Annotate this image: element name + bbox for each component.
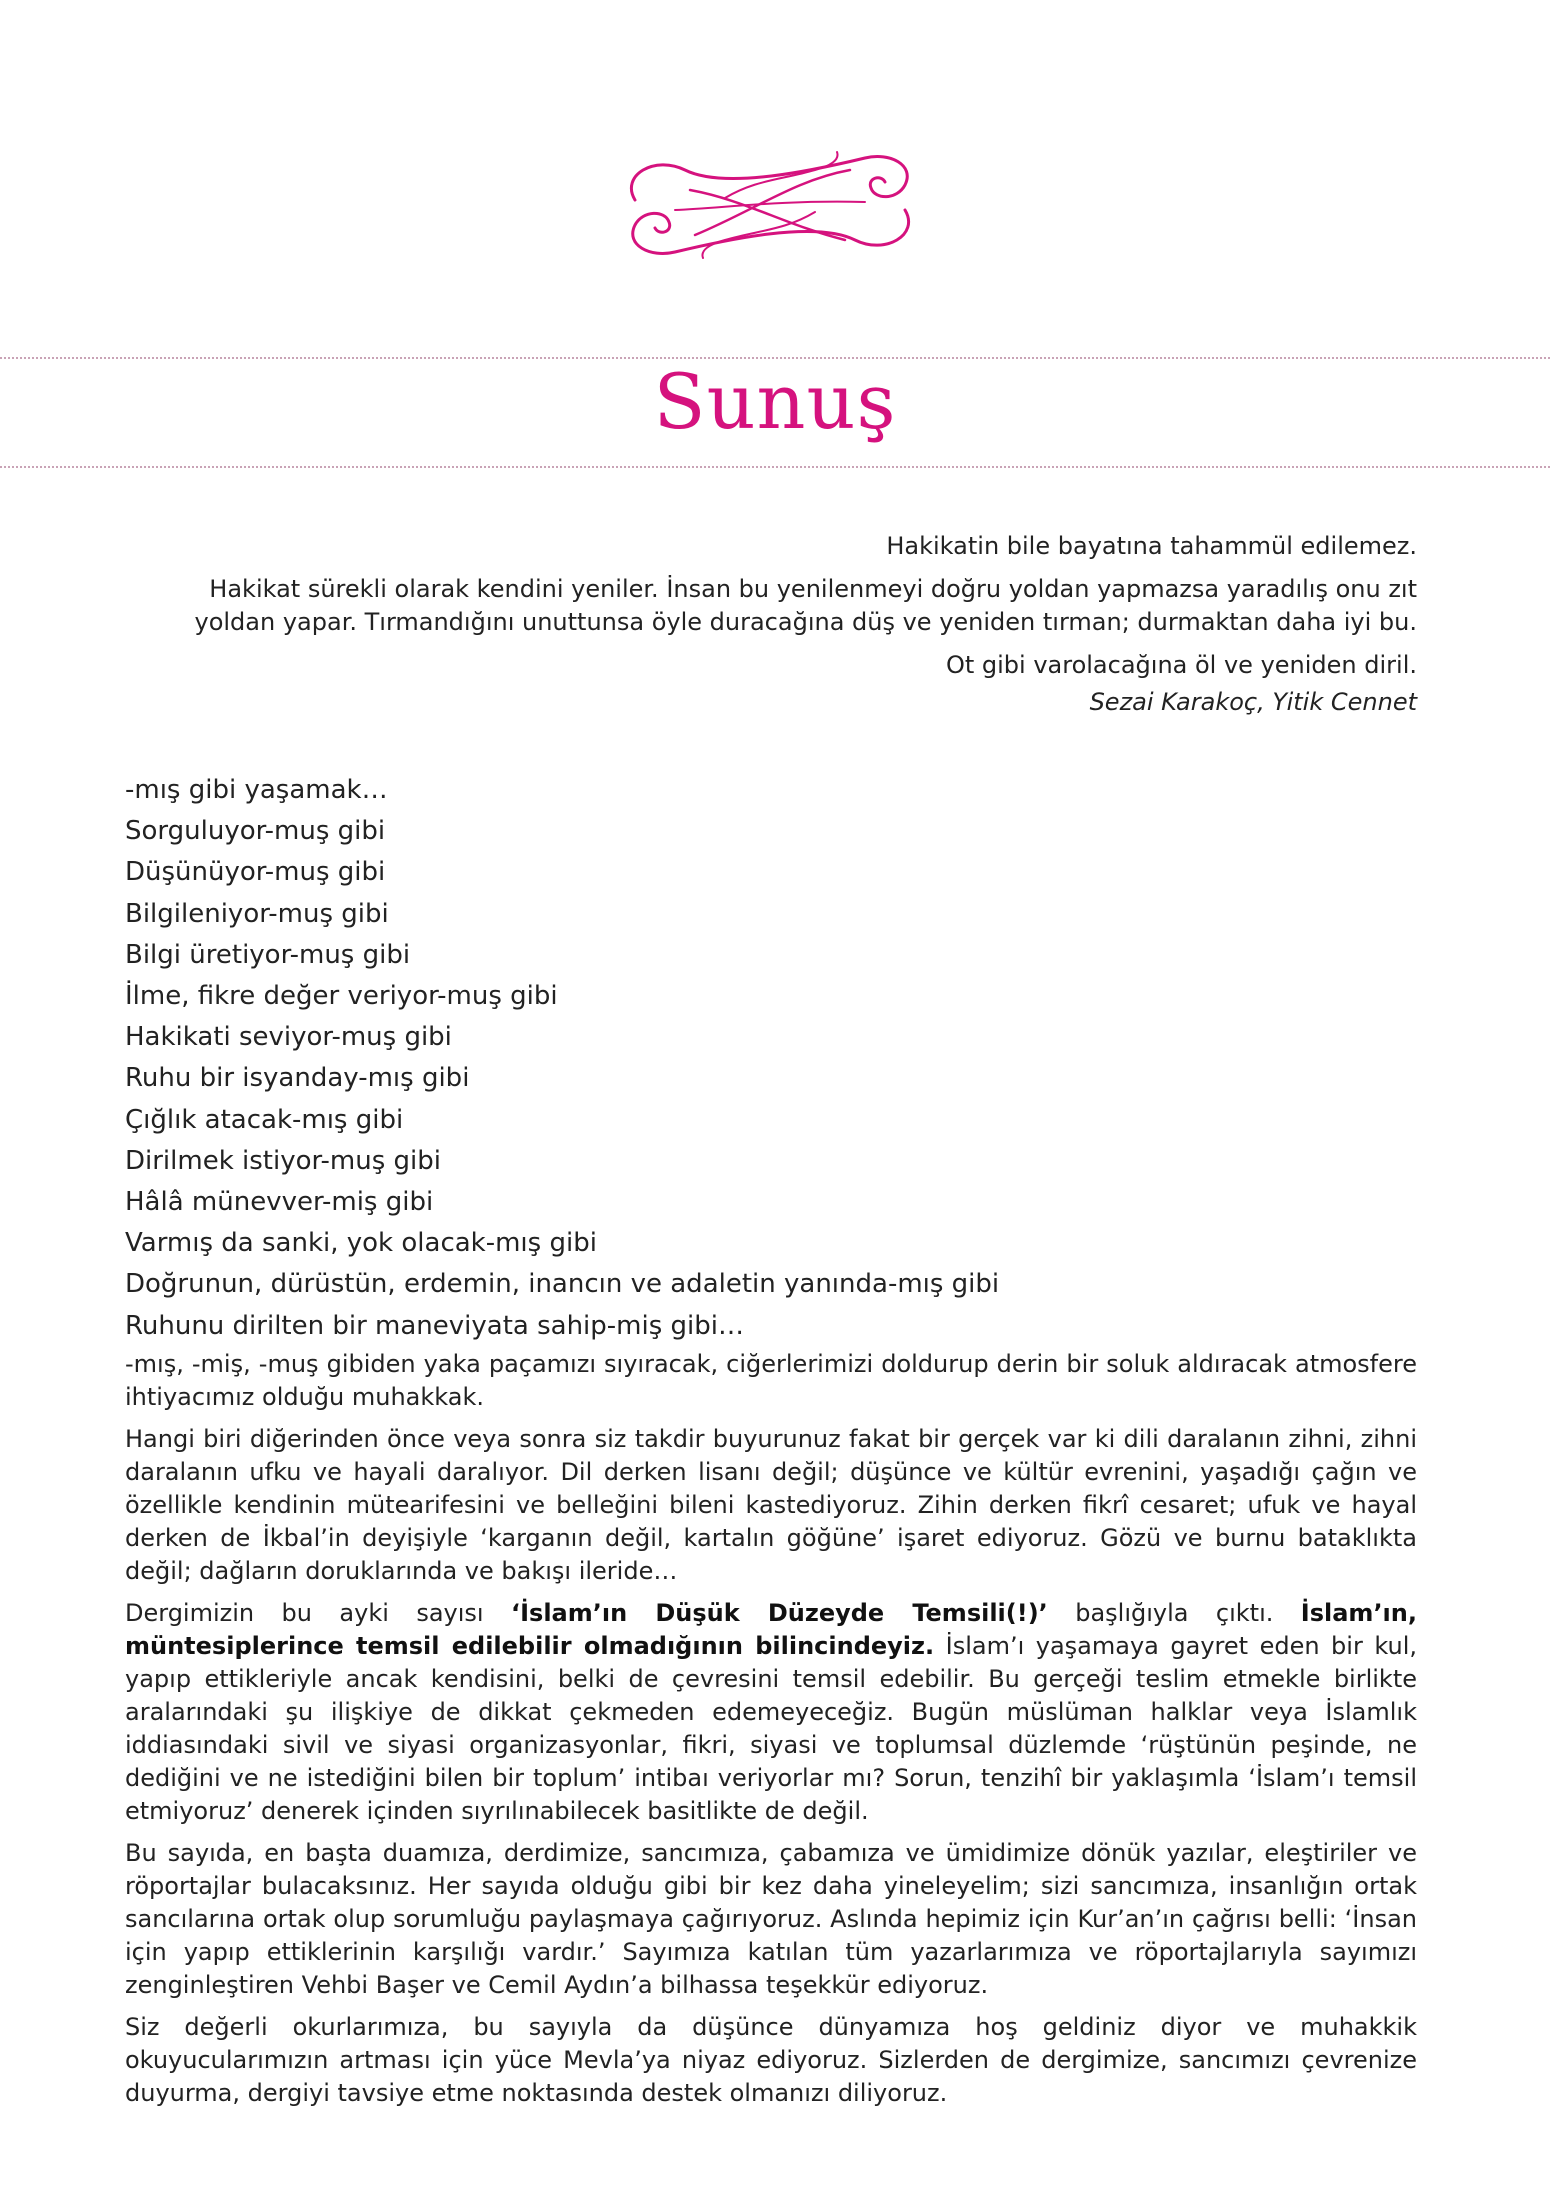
bold-statement: İslam’ın, müntesiplerince temsil edilebilir olmadığının bilincindeyiz. [125, 1599, 1417, 1660]
paragraph: Siz değerli okurlarımıza, bu sayıyla da düşünce dünyamıza hoş geldiniz diyor ve muhakkik okuyucularımızın artması için yüce Mevla’ya niyaz ediyoruz. Sizlerden de dergimize, sancımızı çevrenize duyurma, dergiyi tavsiye etme noktasında destek olmanızı diliyoruz. [125, 2013, 1417, 2107]
verse-line: Ruhunu dirilten bir maneviyata sahip-miş gibi… [125, 1310, 744, 1341]
epigraph-line: Ot gibi varolacağına öl ve yeniden diril. [945, 651, 1417, 679]
verse-line: Sorguluyor-muş gibi [125, 816, 386, 847]
verse-line: Bilgi üretiyor-muş gibi [125, 939, 411, 970]
paragraph: Bu sayıda, en başta duamıza, derdimize, sancımıza, çabamıza ve ümidimize dönük yazılar, eleştiriler ve röportajlar bulacaksınız. Her sayıda olduğu gibi bir kez daha yineleyelim; sizi sancımıza, insanlığın ortak sancılarına ortak olup sorumluğu paylaşmaya çağırıyoruz. Aslında hepimiz için Kur’an’ın çağrısı belli: ‘İnsan için yapıp ettiklerinin karşılığı vardır.’ Sayımıza katılan tüm yazarlarımıza ve röportajlarıyla sayımızı zenginleştiren Vehbi Başer ve Cemil Aydın’a bilhassa teşekkür ediyoruz. [125, 1839, 1417, 1999]
verse-line: Düşünüyor-muş gibi [125, 857, 386, 888]
verse-line: Çığlık atacak-mış gibi [125, 1104, 404, 1135]
issue-title-bold: ‘İslam’ın Düşük Düzeyde Temsili(!)’ [511, 1599, 1048, 1627]
verse-line: Ruhu bir isyanday-mış gibi [125, 1063, 470, 1094]
verse-line: Hakikati seviyor-muş gibi [125, 1022, 452, 1053]
verse-line: Doğrunun, dürüstün, erdemin, inancın ve adaletin yanında-mış gibi [125, 1269, 1000, 1300]
verse-list [125, 770, 999, 1347]
epigraph-author: Sezai Karakoç, Yitik Cennet [1089, 688, 1417, 716]
bottom-dotted-rule [0, 466, 1550, 468]
verse-line: Bilgileniyor-muş gibi [125, 898, 389, 929]
epigraph [125, 530, 1417, 719]
paragraph-text: İslam’ı yaşamaya gayret eden bir kul, yapıp ettikleriyle ancak kendisini, belki de çevresini temsil edebilir. Bu gerçeği teslim etmekle birlikte aralarındaki şu ilişkiye de dikkat çekmeden edemeyeceğiz. Bugün müslüman halklar veya İslamlık iddiasındaki sivil ve siyasi organizasyonlar, fikri, siyasi ve toplumsal düzlemde ‘rüştünün peşinde, ne dediğini ve ne istediğini bilen bir toplum’ intibaı veriyorlar mı? Sorun, tenzihî bir yaklaşımla ‘İslam’ı temsil etmiyoruz’ denerek içinden sıyrılınabilecek basitlikte de değil. [125, 1632, 1417, 1825]
verse-line: Hâlâ münevver-miş gibi [125, 1187, 434, 1218]
verse-line: -mış gibi yaşamak… [125, 775, 388, 805]
paragraph-text: başlığıyla çıktı. [1047, 1599, 1301, 1627]
paragraph [125, 1597, 1417, 1828]
flourish-ornament [615, 140, 925, 270]
epigraph-line: Hakikatin bile bayatına tahammül edilemez. [886, 532, 1417, 560]
body-text [125, 1348, 1417, 2119]
paragraph: Hangi biri diğerinden önce veya sonra siz takdir buyurunuz fakat bir gerçek var ki dili daralanın zihni, zihni daralanın ufku ve hayali daralıyor. Dil derken lisanı değil; düşünce ve kültür evrenini, yaşadığı çağın ve özellikle kendinin mütearifesini ve belleğini bileni kastediyoruz. Zihin derken fikrî cesaret; ufuk ve hayal derken de İkbal’in deyişiyle ‘karganın değil, kartalın göğüne’ işaret ediyoruz. Gözü ve burnu bataklıkta değil; dağların doruklarında ve bakışı ileride… [125, 1425, 1417, 1585]
verse-line: İlme, fikre değer veriyor-muş gibi [125, 981, 558, 1012]
epigraph-line: Hakikat sürekli olarak kendini yeniler. İnsan bu yenilenmeyi doğru yoldan yapmazsa yaradılış onu zıt yoldan yapar. Tırmandığını unuttunsa öyle duracağına düş ve yeniden tırman; durmaktan daha iyi bu. [194, 575, 1417, 636]
paragraph: -mış, -miş, -muş gibiden yaka paçamızı sıyıracak, ciğerlerimizi doldurup derin bir soluk aldıracak atmosfere ihtiyacımız olduğu muhakkak. [125, 1350, 1417, 1411]
paragraph-text: Dergimizin bu ayki sayısı [125, 1599, 511, 1627]
page-title: Sunuş [653, 357, 897, 446]
verse-line: Varmış da sanki, yok olacak-mış gibi [125, 1228, 597, 1259]
verse-line: Dirilmek istiyor-muş gibi [125, 1145, 441, 1176]
